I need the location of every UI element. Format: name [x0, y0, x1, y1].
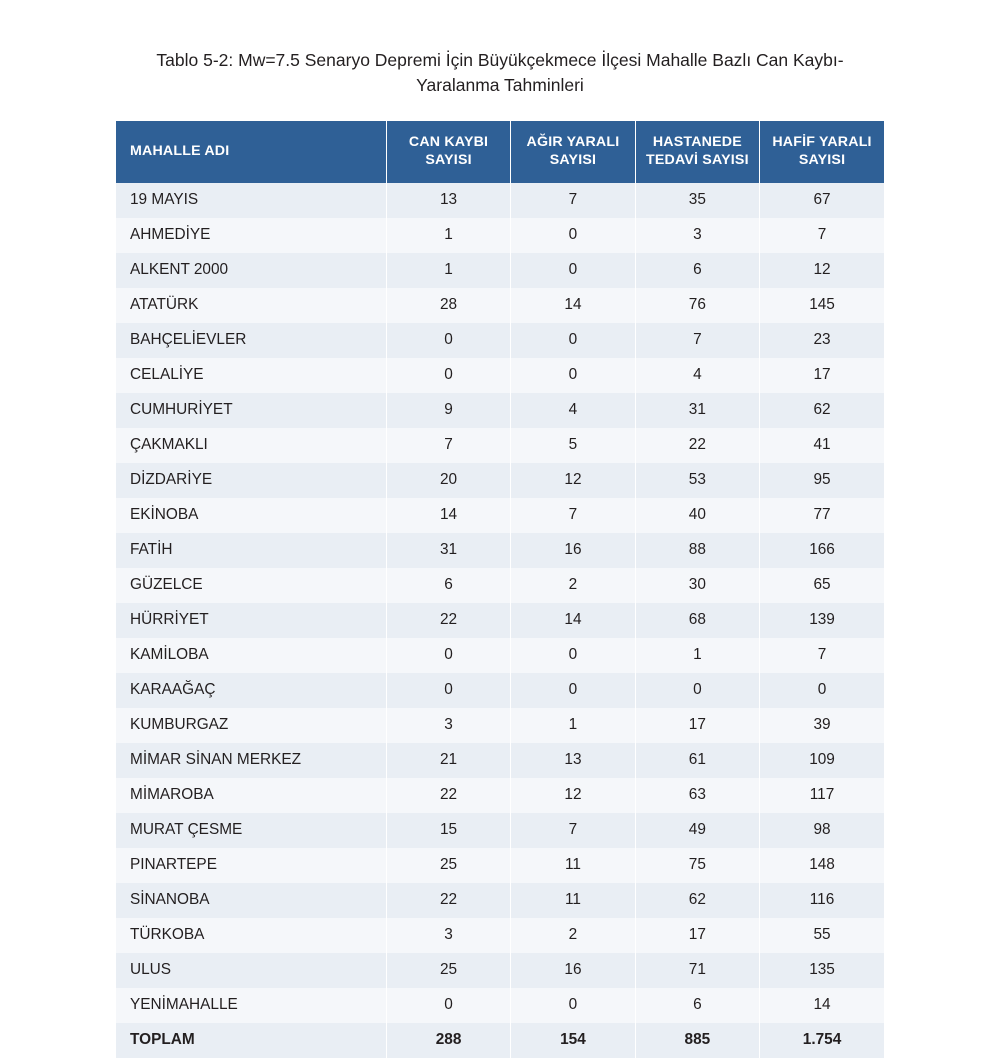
table-row — [116, 533, 884, 568]
cell-hafif-yarali: 14 — [760, 988, 884, 1023]
cell-total-hastanede-tedavi: 885 — [635, 1023, 759, 1058]
cell-hastanede-tedavi: 6 — [635, 253, 759, 288]
cell-hafif-yarali: 77 — [760, 498, 884, 533]
cell-hafif-yarali: 139 — [760, 603, 884, 638]
cell-mahalle-adi: DİZDARİYE — [116, 463, 386, 498]
cell-can-kaybi: 7 — [386, 428, 510, 463]
table-body — [116, 183, 884, 1058]
cell-hastanede-tedavi: 62 — [635, 883, 759, 918]
cell-hafif-yarali: 145 — [760, 288, 884, 323]
cell-can-kaybi: 0 — [386, 638, 510, 673]
cell-mahalle-adi: YENİMAHALLE — [116, 988, 386, 1023]
table-row — [116, 988, 884, 1023]
cell-mahalle-adi: ATATÜRK — [116, 288, 386, 323]
cell-hafif-yarali: 7 — [760, 638, 884, 673]
cell-mahalle-adi: MURAT ÇESME — [116, 813, 386, 848]
table-row — [116, 743, 884, 778]
cell-hafif-yarali: 109 — [760, 743, 884, 778]
cell-agir-yarali: 1 — [511, 708, 635, 743]
cell-mahalle-adi: HÜRRİYET — [116, 603, 386, 638]
cell-can-kaybi: 1 — [386, 218, 510, 253]
cell-hafif-yarali: 95 — [760, 463, 884, 498]
cell-can-kaybi: 20 — [386, 463, 510, 498]
cell-can-kaybi: 13 — [386, 183, 510, 218]
column-header-agir-yarali: AĞIR YARALI SAYISI — [511, 121, 635, 183]
table-total-row — [116, 1023, 884, 1058]
table-caption: Tablo 5-2: Mw=7.5 Senaryo Depremi İçin Büyükçekmece İlçesi Mahalle Bazlı Can Kaybı-Yaralanma Tahminleri — [156, 50, 844, 96]
cell-agir-yarali: 7 — [511, 813, 635, 848]
cell-hafif-yarali: 17 — [760, 358, 884, 393]
cell-mahalle-adi: SİNANOBA — [116, 883, 386, 918]
cell-hastanede-tedavi: 6 — [635, 988, 759, 1023]
table-row — [116, 183, 884, 218]
cell-mahalle-adi: 19 MAYIS — [116, 183, 386, 218]
cell-hastanede-tedavi: 4 — [635, 358, 759, 393]
cell-agir-yarali: 7 — [511, 498, 635, 533]
table-row — [116, 498, 884, 533]
cell-can-kaybi: 22 — [386, 603, 510, 638]
table-row — [116, 428, 884, 463]
cell-agir-yarali: 5 — [511, 428, 635, 463]
cell-agir-yarali: 11 — [511, 848, 635, 883]
cell-agir-yarali: 7 — [511, 183, 635, 218]
table-row — [116, 848, 884, 883]
column-header-hafif-yarali: HAFİF YARALI SAYISI — [760, 121, 884, 183]
cell-hafif-yarali: 65 — [760, 568, 884, 603]
cell-hastanede-tedavi: 7 — [635, 323, 759, 358]
cell-can-kaybi: 6 — [386, 568, 510, 603]
cell-mahalle-adi: FATİH — [116, 533, 386, 568]
cell-hastanede-tedavi: 76 — [635, 288, 759, 323]
cell-can-kaybi: 0 — [386, 358, 510, 393]
cell-hastanede-tedavi: 63 — [635, 778, 759, 813]
table-row — [116, 463, 884, 498]
table-header — [116, 121, 884, 183]
cell-hafif-yarali: 12 — [760, 253, 884, 288]
cell-agir-yarali: 14 — [511, 288, 635, 323]
table-row — [116, 708, 884, 743]
cell-mahalle-adi: CELALİYE — [116, 358, 386, 393]
cell-mahalle-adi: CUMHURİYET — [116, 393, 386, 428]
table-row — [116, 953, 884, 988]
cell-can-kaybi: 9 — [386, 393, 510, 428]
cell-agir-yarali: 2 — [511, 918, 635, 953]
cell-hastanede-tedavi: 3 — [635, 218, 759, 253]
table-row — [116, 288, 884, 323]
cell-hafif-yarali: 166 — [760, 533, 884, 568]
cell-hafif-yarali: 98 — [760, 813, 884, 848]
cell-hafif-yarali: 39 — [760, 708, 884, 743]
cell-can-kaybi: 3 — [386, 918, 510, 953]
cell-can-kaybi: 0 — [386, 323, 510, 358]
cell-hastanede-tedavi: 1 — [635, 638, 759, 673]
cell-hafif-yarali: 55 — [760, 918, 884, 953]
cell-hafif-yarali: 62 — [760, 393, 884, 428]
cell-mahalle-adi: EKİNOBA — [116, 498, 386, 533]
cell-mahalle-adi: AHMEDİYE — [116, 218, 386, 253]
column-header-mahalle-adi: MAHALLE ADI — [116, 121, 386, 183]
cell-hastanede-tedavi: 17 — [635, 708, 759, 743]
table-row — [116, 603, 884, 638]
cell-mahalle-adi: ÇAKMAKLI — [116, 428, 386, 463]
cell-mahalle-adi: KAMİLOBA — [116, 638, 386, 673]
cell-hastanede-tedavi: 17 — [635, 918, 759, 953]
cell-hastanede-tedavi: 0 — [635, 673, 759, 708]
cell-total-agir-yarali: 154 — [511, 1023, 635, 1058]
table-row — [116, 218, 884, 253]
cell-hastanede-tedavi: 30 — [635, 568, 759, 603]
cell-hastanede-tedavi: 71 — [635, 953, 759, 988]
cell-hafif-yarali: 7 — [760, 218, 884, 253]
cell-hastanede-tedavi: 53 — [635, 463, 759, 498]
table-row — [116, 638, 884, 673]
cell-mahalle-adi: TÜRKOBA — [116, 918, 386, 953]
cell-hafif-yarali: 135 — [760, 953, 884, 988]
cell-hastanede-tedavi: 75 — [635, 848, 759, 883]
cell-hastanede-tedavi: 22 — [635, 428, 759, 463]
cell-mahalle-adi: ALKENT 2000 — [116, 253, 386, 288]
cell-can-kaybi: 1 — [386, 253, 510, 288]
cell-can-kaybi: 0 — [386, 673, 510, 708]
cell-agir-yarali: 11 — [511, 883, 635, 918]
cell-agir-yarali: 13 — [511, 743, 635, 778]
cell-can-kaybi: 28 — [386, 288, 510, 323]
table-row — [116, 813, 884, 848]
table-row — [116, 883, 884, 918]
table-row — [116, 918, 884, 953]
cell-mahalle-adi: PINARTEPE — [116, 848, 386, 883]
cell-can-kaybi: 21 — [386, 743, 510, 778]
column-header-can-kaybi: CAN KAYBI SAYISI — [386, 121, 510, 183]
cell-mahalle-adi: KUMBURGAZ — [116, 708, 386, 743]
cell-agir-yarali: 0 — [511, 673, 635, 708]
table-row — [116, 358, 884, 393]
cell-hastanede-tedavi: 40 — [635, 498, 759, 533]
table-container — [116, 121, 884, 1058]
cell-can-kaybi: 3 — [386, 708, 510, 743]
cell-hafif-yarali: 117 — [760, 778, 884, 813]
cell-mahalle-adi: KARAAĞAÇ — [116, 673, 386, 708]
cell-agir-yarali: 2 — [511, 568, 635, 603]
cell-agir-yarali: 0 — [511, 323, 635, 358]
cell-mahalle-adi: GÜZELCE — [116, 568, 386, 603]
cell-hastanede-tedavi: 31 — [635, 393, 759, 428]
cell-hastanede-tedavi: 49 — [635, 813, 759, 848]
cell-can-kaybi: 22 — [386, 883, 510, 918]
cell-agir-yarali: 14 — [511, 603, 635, 638]
table-row — [116, 253, 884, 288]
cell-mahalle-adi: ULUS — [116, 953, 386, 988]
table-row — [116, 778, 884, 813]
cell-hastanede-tedavi: 68 — [635, 603, 759, 638]
cell-agir-yarali: 16 — [511, 953, 635, 988]
table-row — [116, 568, 884, 603]
column-header-hastanede-tedavi: HASTANEDE TEDAVİ SAYISI — [635, 121, 759, 183]
cell-hafif-yarali: 148 — [760, 848, 884, 883]
table-row — [116, 393, 884, 428]
cell-hastanede-tedavi: 88 — [635, 533, 759, 568]
table-row — [116, 323, 884, 358]
cell-agir-yarali: 0 — [511, 638, 635, 673]
cell-can-kaybi: 0 — [386, 988, 510, 1023]
cell-agir-yarali: 4 — [511, 393, 635, 428]
cell-agir-yarali: 0 — [511, 988, 635, 1023]
cell-agir-yarali: 12 — [511, 778, 635, 813]
cell-can-kaybi: 31 — [386, 533, 510, 568]
cell-hastanede-tedavi: 61 — [635, 743, 759, 778]
table-header-row — [116, 121, 884, 183]
cell-hastanede-tedavi: 35 — [635, 183, 759, 218]
cell-hafif-yarali: 41 — [760, 428, 884, 463]
cell-agir-yarali: 12 — [511, 463, 635, 498]
cell-can-kaybi: 22 — [386, 778, 510, 813]
cell-agir-yarali: 16 — [511, 533, 635, 568]
cell-can-kaybi: 25 — [386, 848, 510, 883]
cell-mahalle-adi: MİMAROBA — [116, 778, 386, 813]
table-row — [116, 673, 884, 708]
cell-can-kaybi: 14 — [386, 498, 510, 533]
cell-can-kaybi: 15 — [386, 813, 510, 848]
cell-mahalle-adi: BAHÇELİEVLER — [116, 323, 386, 358]
cell-hafif-yarali: 116 — [760, 883, 884, 918]
cell-hafif-yarali: 23 — [760, 323, 884, 358]
cell-can-kaybi: 25 — [386, 953, 510, 988]
cell-agir-yarali: 0 — [511, 253, 635, 288]
cell-agir-yarali: 0 — [511, 218, 635, 253]
cell-mahalle-adi: MİMAR SİNAN MERKEZ — [116, 743, 386, 778]
cell-total-hafif-yarali: 1.754 — [760, 1023, 884, 1058]
cell-hafif-yarali: 67 — [760, 183, 884, 218]
cell-hafif-yarali: 0 — [760, 673, 884, 708]
cell-agir-yarali: 0 — [511, 358, 635, 393]
casualty-estimates-table — [116, 121, 884, 1058]
cell-total-can-kaybi: 288 — [386, 1023, 510, 1058]
cell-total-label: TOPLAM — [116, 1023, 386, 1058]
